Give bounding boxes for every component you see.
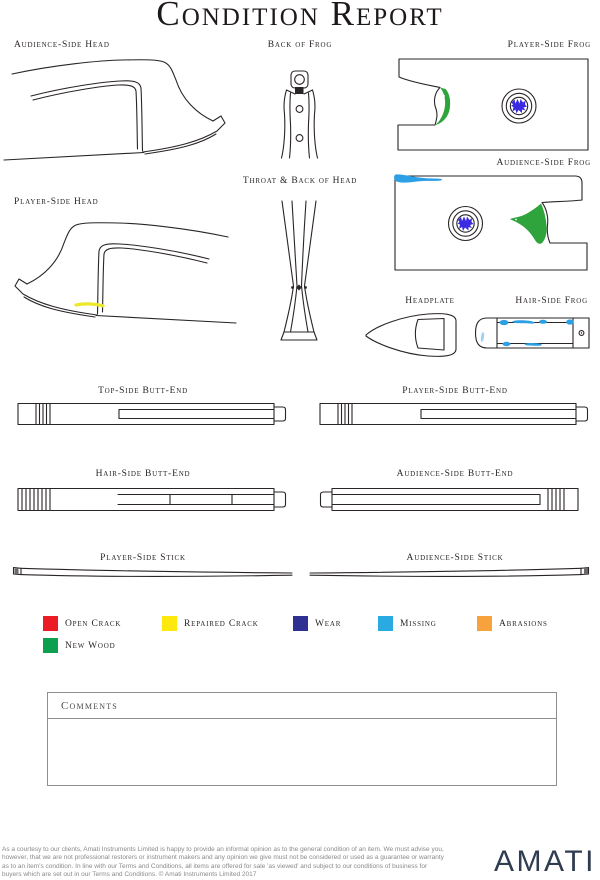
legend-swatch: [293, 616, 308, 631]
stick-nub: [15, 568, 19, 574]
comments-box: [47, 692, 557, 786]
label-audience-side-head: Audience-Side Head: [14, 40, 110, 50]
page-title: Condition Report: [156, 0, 444, 33]
player-side-stick-drawing: [8, 562, 294, 578]
legend-item: [378, 616, 437, 631]
wear-mark: [511, 99, 527, 114]
legend-item: [162, 616, 259, 631]
label-audience-side-frog: Audience-Side Frog: [496, 158, 591, 168]
label-hair-side-butt-end: Hair-Side Butt-End: [95, 469, 191, 479]
audience-side-stick-drawing: [308, 562, 594, 578]
legend-label: Missing: [400, 618, 437, 629]
label-audience-side-butt-end: Audience-Side Butt-End: [396, 469, 514, 479]
label-throat-back-of-head: Throat & Back of Head: [242, 176, 358, 186]
label-headplate: Headplate: [405, 296, 455, 306]
label-player-side-stick: Player-Side Stick: [100, 553, 186, 563]
top-side-butt-end-drawing: [16, 400, 290, 428]
audience-side-butt-end-drawing: [318, 484, 592, 514]
legend-item: [293, 616, 341, 631]
label-back-of-frog: Back of Frog: [267, 40, 333, 50]
legend-swatch: [378, 616, 393, 631]
new-wood-mark: [510, 204, 547, 244]
comments-input[interactable]: [48, 719, 556, 785]
label-top-side-butt-end: Top-Side Butt-End: [98, 386, 188, 396]
audience-side-frog-drawing: [393, 174, 595, 272]
comments-header: [48, 693, 556, 719]
legend-swatch: [43, 638, 58, 653]
legend-label: Wear: [315, 618, 342, 629]
throat-back-of-head-drawing: [276, 196, 324, 346]
label-audience-side-stick: Audience-Side Stick: [406, 553, 504, 563]
headplate-drawing: [364, 305, 466, 357]
legend-item: [43, 616, 121, 631]
new-wood-mark: [435, 88, 450, 126]
legend-item: [477, 616, 548, 631]
label-player-side-frog: Player-Side Frog: [507, 40, 591, 50]
footer-disclaimer: As a courtesy to our clients, Amati Instruments Limited is happy to provide an informal opinion as to the general condition of an item. We must advise you, however, that we are not professional restorers or instrument makers and any opinion we give must not be considered or used as a guarantee or warranty as to an item's condition. In line with our Terms and Conditions, all items are offered for sale 'as viewed' and subject to our conditions of business for buyers which are set out in our Terms and Conditions. © Amati Instruments Limited 2017: [2, 846, 444, 878]
repaired-crack-mark: [76, 304, 103, 306]
label-player-side-head: Player-Side Head: [14, 197, 99, 207]
player-side-butt-end-drawing: [318, 400, 592, 428]
wear-mark: [458, 217, 474, 232]
missing-mark: [480, 319, 574, 346]
comments-label: Comments: [61, 699, 118, 712]
frog-button-notch: [295, 87, 304, 94]
hair-side-frog-drawing: [473, 309, 593, 351]
legend-swatch: [162, 616, 177, 631]
legend-swatch: [477, 616, 492, 631]
stick-nub: [584, 568, 588, 575]
legend-label: New Wood: [65, 640, 116, 651]
player-side-head-drawing: [4, 215, 236, 330]
legend-label: Abrasions: [499, 618, 548, 629]
player-side-frog-drawing: [393, 56, 595, 154]
audience-side-head-drawing: [4, 52, 232, 164]
legend-label: Repaired Crack: [184, 618, 259, 629]
legend-label: Open Crack: [65, 618, 122, 629]
back-of-frog-drawing: [276, 66, 324, 164]
hair-side-butt-end-drawing: [16, 484, 290, 514]
label-hair-side-frog: Hair-Side Frog: [515, 296, 588, 306]
label-player-side-butt-end: Player-Side Butt-End: [402, 386, 508, 396]
legend-item: [43, 638, 115, 653]
brand-logo: AMATI: [494, 845, 596, 878]
legend-swatch: [43, 616, 58, 631]
